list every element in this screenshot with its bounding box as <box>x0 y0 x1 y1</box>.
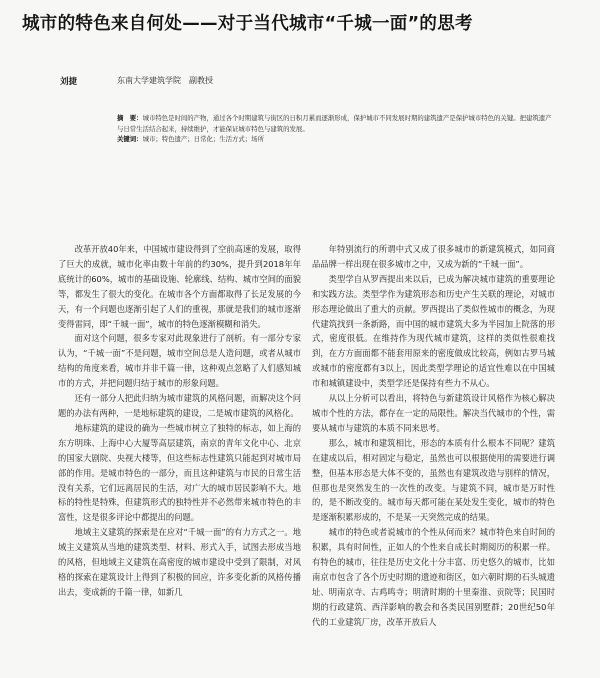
article-title: 城市的特色来自何处——对于当代城市“千城一面”的思考 <box>22 14 473 34</box>
body-paragraph: 改革开放40年来，中国城市建设得到了空前高速的发展，取得了巨大的成就，城市化率由数十年前的约30%，提升到2018年年底统计的60%，城市的基础设施、轮廓线、结构、城市空间的面貌等，都发生了很大的变化。在城市各个方面都取得了长足发展的今天，有一个问题也逐渐引起了人们的重视，那就是我们的城市逐渐变得雷同，即“千城一面”，城市的特色逐渐模糊和消失。 <box>58 244 301 329</box>
abstract-text: 城市特色是时间的产物，通过各个时期建筑与街区的日积月累而逐渐形成，保护城市不同发展时期的建筑遗产是保护城市特色的关键。把建筑遗产与日常生活结合起来，持续维护，才能保证城市特色与建筑的发展。 <box>117 114 552 133</box>
body-paragraph: 城市的特色或者说城市的个性从何而来？城市特色来自时间的积累，具有时间性，正如人的个性来自成长时期阅历的积累一样。有特色的城市，往往是历史文化十分丰富、历史悠久的城市，比如南京市包含了各个历史时期的遗迹和街区，如六朝时期的石头城遗址、明南京寺、古鸡鸣寺；明清时期的十里秦淮、贡院等；民国时期的行政建筑、西洋影响的教会和各类民国别墅群；20世纪50年代的工业建筑厂房，改革开放后人 <box>312 527 555 627</box>
body-paragraph: 从以上分析可以看出，将特色与新建筑设计风格作为核心解决城市个性的方法，都存在一定的局限性。解决当代城市的个性，需要从城市与建筑的本质不同来思考。 <box>312 393 555 433</box>
keywords-text: 城市；特色遗产；日常化；生活方式；场所 <box>142 135 264 143</box>
body-paragraph: 还有一部分人把此归纳为城市建筑的风格问题，而解决这个问题的办法有两种，一是地标建筑的建设，二是城市建筑的风格化。 <box>58 393 301 418</box>
keywords-label: 关键词： <box>117 135 143 143</box>
author-affiliation: 东南大学建筑学院 副教授 <box>117 76 213 85</box>
body-paragraph: 那么，城市和建筑相比，形态的本质有什么根本不同呢？建筑在建成以后，相对固定与稳定，虽然也可以根据使用的需要进行调整，但基本形态是大体不变的，虽然也有建筑改造与别样的情况，但那也是突然发生的一次性的改变。与建筑不同，城市是万时性的，是不断改变的。城市每天都可能在某处发生变化，城市的特色是逐渐积累形成的，不是某一天突然完成的结果。 <box>312 437 555 523</box>
abstract-label: 摘 要： <box>117 114 143 122</box>
body-column-right <box>312 242 555 678</box>
author-name: 刘捷 <box>60 77 78 87</box>
abstract-block <box>117 113 557 145</box>
body-paragraph: 面对这个问题，很多专家对此现象进行了剖析。有一部分专家认为，“千城一面”不是问题，城市空间总是人造问题，或者从城市结构的角度来看，城市并非千篇一律，这种观点忽略了人们感知城市的方式，并把问题归结于城市的形象问题。 <box>58 333 301 389</box>
keywords-line <box>117 134 557 145</box>
body-paragraph: 地域主义建筑的探索是在应对“千城一面”的有力方式之一。地域主义建筑从当地的建筑类型、材料、形式入手，试图去形成当地的风格，但地域主义建筑在高密度的城市建设中受到了限制，对风格的探索在建筑设计上得到了积极的回应，许多变化新的风格传播出去，变成新的千篇一律，如新几 <box>58 527 301 597</box>
body-paragraph: 类型学自从罗西提出来以后，已成为解决城市建筑的重要理论和实践方法。类型学作为建筑形态和历史产生关联的理论，对城市形态理论做出了重大的贡献。罗西提出了类似性城市的概念，为现代建筑找到一条新路，而中国的城市建筑大多为半园加上院落的形式，密度很低。在维持作为现代城市建筑，这样的类似性很难找到，在方方面面都不能套用原来的密度做成比较高，例如古罗马城或城市的密度都有3以上，因此类型学理论的适宜性难以在中国城市和城镇建设中，类型学还是保持有些力不从心。 <box>312 273 555 389</box>
body-column-left <box>58 242 301 678</box>
abstract-paragraph <box>117 113 557 134</box>
body-paragraph: 年特别流行的所谓中式又成了很多城市的新建筑模式，如同商品品牌一样出现在很多城市之中，又成为新的“千城一面”。 <box>312 244 555 269</box>
body-paragraph: 地标建筑的建设的确为一些城市树立了独特的标志，如上海的东方明珠、上海中心大厦等高层建筑，南京的青年文化中心、北京的国家大剧院、央视大楼等，但这些标志性建筑只能起到对城市局部的作用。是城市特色的一部分，而且这种建筑与市民的日常生活没有关系，它们远离居民的生活，对广大的城市居民影响不大。地标的特性是特殊，但建筑形式的独特性并不必然带来城市特色的丰富性，这是很多评论中都提出的问题。 <box>58 422 301 523</box>
